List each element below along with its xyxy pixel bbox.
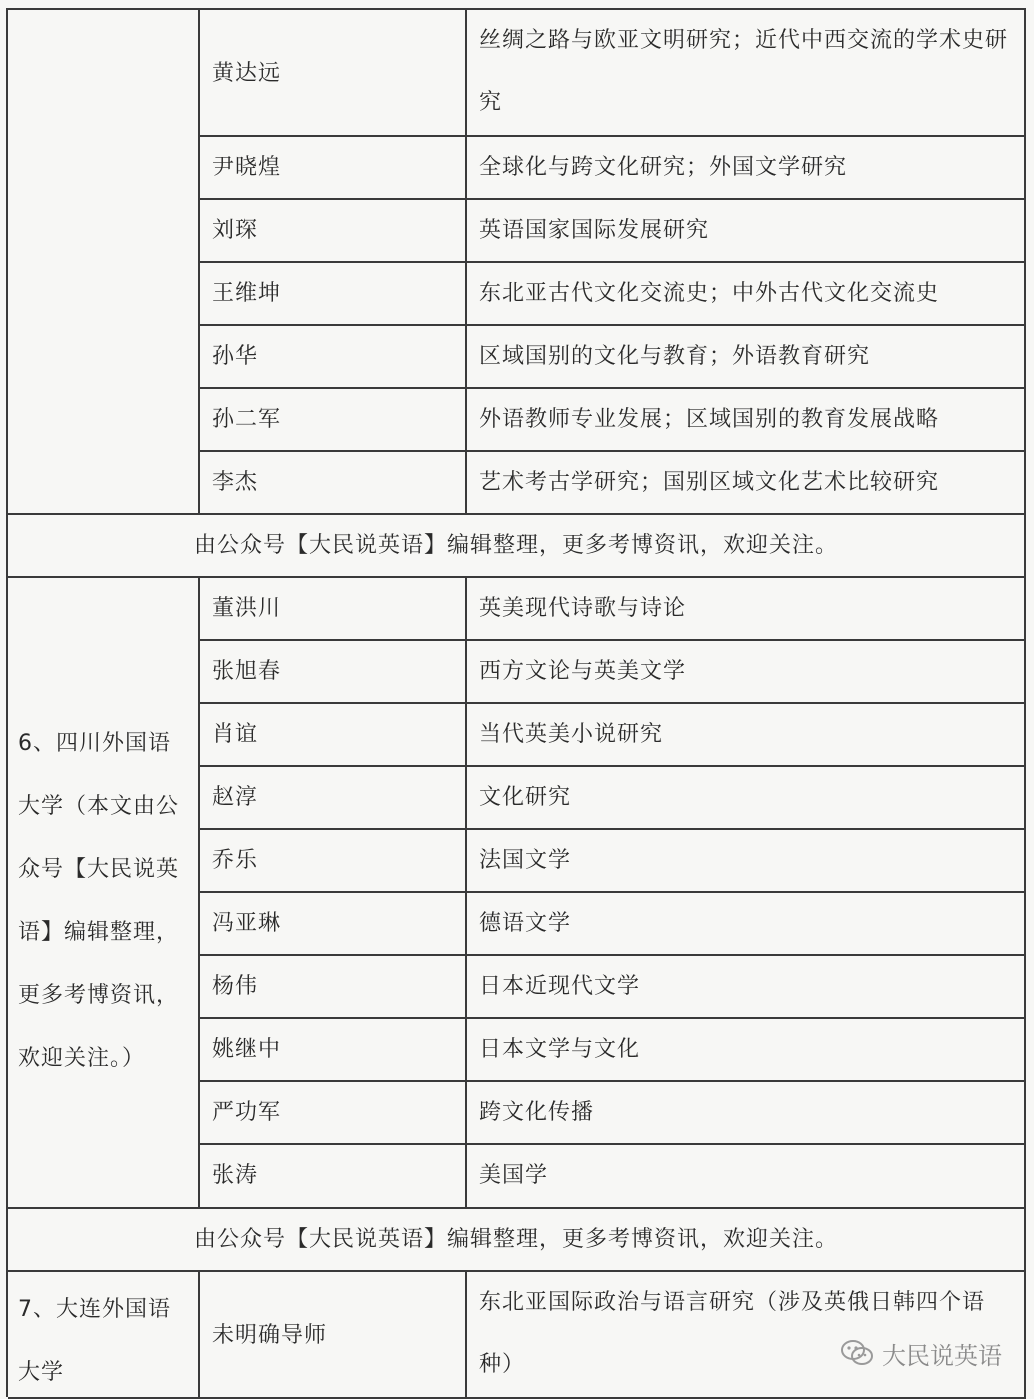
research-direction: 西方文论与英美文学	[467, 641, 1026, 704]
advisor-name: 刘琛	[200, 200, 467, 263]
advisor-name: 王维坤	[200, 263, 467, 326]
research-direction: 当代英美小说研究	[467, 704, 1026, 767]
research-direction: 跨文化传播	[467, 1082, 1026, 1145]
research-direction: 美国学	[467, 1145, 1026, 1209]
notice-row: 由公众号【大民说英语】编辑整理，更多考博资讯，欢迎关注。	[8, 515, 1026, 578]
research-direction: 文化研究	[467, 767, 1026, 830]
research-direction: 德语文学	[467, 893, 1026, 956]
research-direction: 全球化与跨文化研究；外国文学研究	[467, 137, 1026, 200]
watermark	[840, 1336, 1002, 1370]
research-direction: 东北亚古代文化交流史；中外古代文化交流史	[467, 263, 1026, 326]
university-cell: 7、大连外国语大学	[8, 1272, 200, 1399]
advisor-name: 冯亚琳	[200, 893, 467, 956]
research-direction: 法国文学	[467, 830, 1026, 893]
advisor-name: 孙二军	[200, 389, 467, 452]
research-direction: 东北亚国际政治与语言研究（涉及英俄日韩四个语种）	[467, 1272, 1026, 1399]
watermark-text: 大民说英语	[882, 1341, 1002, 1370]
research-direction: 区域国别的文化与教育；外语教育研究	[467, 326, 1026, 389]
research-direction: 丝绸之路与欧亚文明研究；近代中西交流的学术史研究	[467, 10, 1026, 137]
research-direction: 英语国家国际发展研究	[467, 200, 1026, 263]
advisor-name: 赵淳	[200, 767, 467, 830]
advisor-name: 尹晓煌	[200, 137, 467, 200]
university-cell-empty	[8, 10, 200, 515]
research-direction: 日本近现代文学	[467, 956, 1026, 1019]
advisor-name: 肖谊	[200, 704, 467, 767]
advisor-name: 姚继中	[200, 1019, 467, 1082]
advisor-name: 张旭春	[200, 641, 467, 704]
advisor-name: 未明确导师	[200, 1272, 467, 1399]
research-direction: 艺术考古学研究；国别区域文化艺术比较研究	[467, 452, 1026, 515]
research-direction: 日本文学与文化	[467, 1019, 1026, 1082]
advisor-name: 严功军	[200, 1082, 467, 1145]
advisor-name: 张涛	[200, 1145, 467, 1209]
research-direction: 英美现代诗歌与诗论	[467, 578, 1026, 641]
advisor-name: 董洪川	[200, 578, 467, 641]
advisor-name: 孙华	[200, 326, 467, 389]
notice-row: 由公众号【大民说英语】编辑整理，更多考博资讯，欢迎关注。	[8, 1209, 1026, 1272]
advisor-name: 李杰	[200, 452, 467, 515]
advisor-name: 杨伟	[200, 956, 467, 1019]
research-direction: 外语教师专业发展；区域国别的教育发展战略	[467, 389, 1026, 452]
university-cell: 6、四川外国语大学（本文由公众号【大民说英语】编辑整理，更多考博资讯，欢迎关注。）	[8, 578, 200, 1209]
advisor-name: 黄达远	[200, 10, 467, 137]
wechat-icon	[840, 1338, 874, 1368]
advisor-name: 乔乐	[200, 830, 467, 893]
